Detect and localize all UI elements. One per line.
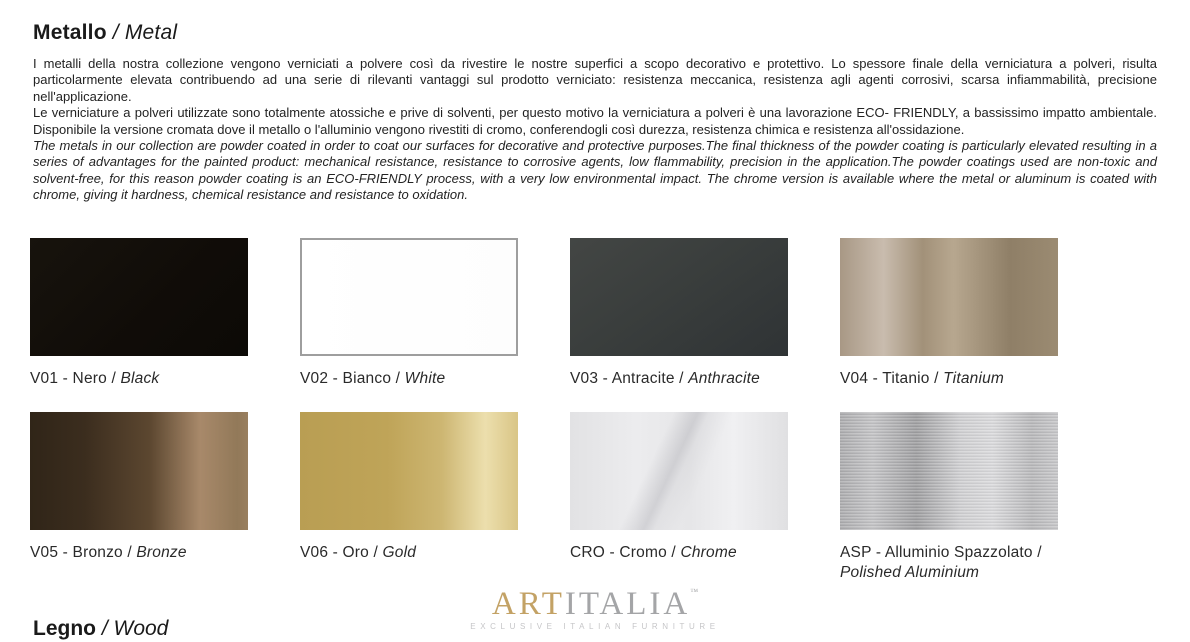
swatch-sample-asp [840,412,1058,530]
next-section-title [33,616,168,642]
swatch-sample-v03 [570,238,788,356]
brand-tagline: EXCLUSIVE ITALIAN FURNITURE [470,622,720,631]
intro-text [33,56,1157,204]
swatch-code-and-italian-name: V06 - Oro / [300,544,383,561]
brand-logo [0,576,1190,631]
swatch-label-v01 [30,369,248,389]
brand-wordmark [0,576,1190,620]
swatch-cell-v02 [300,238,518,412]
swatch-code-and-italian-name: ASP - Alluminio Spazzolato / [840,544,1042,561]
page-title-english: / Metal [106,21,178,44]
swatch-cell-v01 [30,238,248,412]
swatch-english-name: Titanium [943,370,1005,387]
swatch-code-and-italian-name: V03 - Antracite / [570,370,689,387]
swatch-english-name: Polished Aluminium [840,564,980,581]
swatch-sample-v06 [300,412,518,530]
swatch-label-v05 [30,543,248,563]
page-title [33,20,177,46]
page-title-italian: Metallo [33,21,107,44]
swatch-cell-v03 [570,238,788,412]
intro-paragraph-italian-2: Le verniciature a polveri utilizzate sono totalmente atossiche e prive di solventi, per questo motivo la verniciatura a polveri è una lavorazione ECO- FRIENDLY, a bassissimo impatto ambientale. Disponibile la versione cromata dove il metallo o l'alluminio vengono rivestiti di cromo, conferendogli così durezza, resistenza chimica e resistenza all'ossidazione. [33,105,1157,137]
swatch-english-name: White [404,370,446,387]
brand-wordmark-art: ART [491,586,565,622]
intro-paragraph-english: The metals in our collection are powder coated in order to coat our surfaces for decorative and protective purposes.The final thickness of the powder coating is particularly elevated resulting in a series of advantages for the painted product: mechanical resistance, resistance to corrosive agents, low flammability, precision in the application.The powder coatings used are non-toxic and solvent-free, for this reason powder coating is an ECO-FRIENDLY process, with a very low environmental impact. The chrome version is available where the metal or aluminum is coated with chrome, giving it hardness, chemical resistance and resistance to oxidation. [33,138,1157,203]
swatch-cell-v05 [30,412,248,583]
swatch-cell-v06 [300,412,518,583]
swatch-grid [30,238,1058,583]
brand-wordmark-italia: ITALIA [564,586,691,622]
swatch-code-and-italian-name: V02 - Bianco / [300,370,405,387]
swatch-sample-v01 [30,238,248,356]
swatch-code-and-italian-name: V04 - Titanio / [840,370,944,387]
swatch-english-name: Black [120,370,160,387]
swatch-code-and-italian-name: V05 - Bronzo / [30,544,137,561]
swatch-label-v06 [300,543,518,563]
swatch-cell-v04 [840,238,1058,412]
swatch-cell-cro [570,412,788,583]
swatch-label-cro [570,543,788,563]
swatch-code-and-italian-name: CRO - Cromo / [570,544,681,561]
swatch-english-name: Chrome [680,544,737,561]
swatch-label-v04 [840,369,1058,389]
swatch-code-and-italian-name: V01 - Nero / [30,370,121,387]
trademark-symbol: ™ [690,587,699,596]
next-section-title-italian: Legno [33,617,96,640]
swatch-label-v02 [300,369,518,389]
next-section-title-english: / Wood [96,617,169,640]
swatch-english-name: Bronze [136,544,187,561]
swatch-label-v03 [570,369,788,389]
swatch-sample-v02 [300,238,518,356]
swatch-cell-asp [840,412,1058,583]
swatch-sample-v05 [30,412,248,530]
intro-paragraph-italian-1: I metalli della nostra collezione vengono verniciati a polvere così da rivestire le nostre superfici a scopo decorativo e protettivo. Lo spessore finale della verniciatura a polveri, risulta particolarmente elevata contribuendo ad una serie di rilevanti vantaggi sul prodotto verniciato: resistenza meccanica, resistenza agli agenti corrosivi, scarsa infiammabilità, precisione nell'applicazione. [33,56,1157,104]
swatch-english-name: Gold [382,544,417,561]
swatch-sample-v04 [840,238,1058,356]
swatch-english-name: Anthracite [688,370,760,387]
swatch-sample-cro [570,412,788,530]
